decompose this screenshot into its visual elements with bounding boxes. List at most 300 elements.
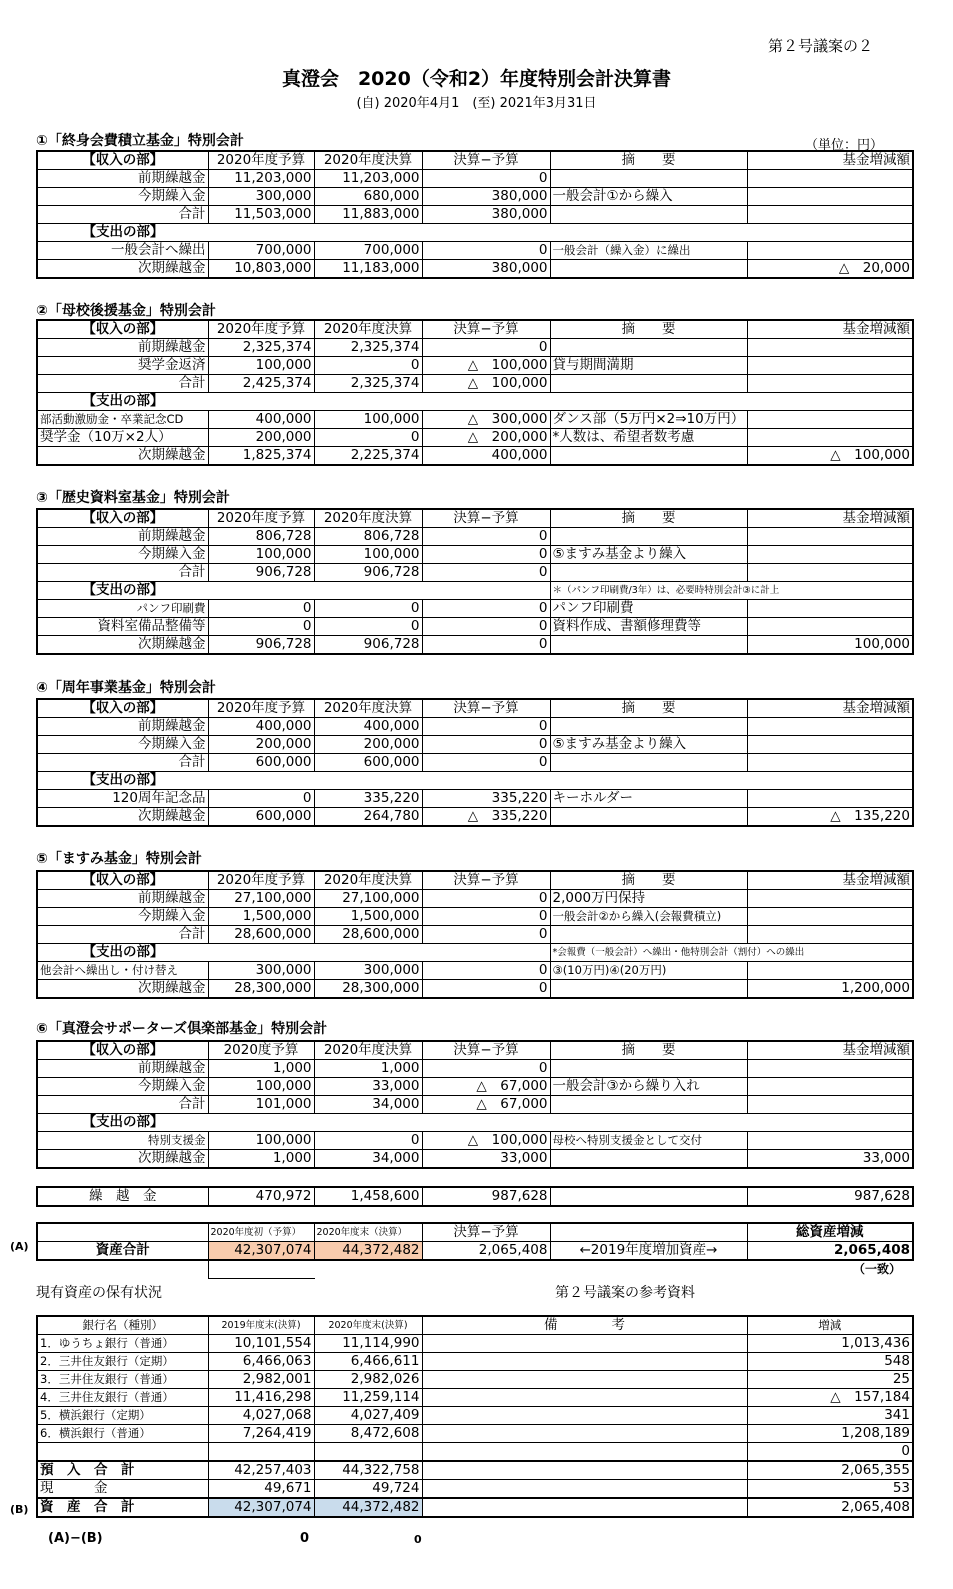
fund2-expense-budget: 1,825,374 [208,447,314,466]
fund2-income-budget: 100,000 [208,357,314,375]
fund2-income-row [37,357,913,375]
fund2-income-label: 奨学金返済 [37,357,208,375]
holdings-value-2020: 6,466,611 [314,1353,422,1371]
holdings-cash-memo [422,1480,747,1499]
fund3-expense-budget: 0 [208,618,314,636]
fund3-table [36,508,914,655]
fund2-income-label: 前期繰越金 [37,339,208,357]
holdings-bank-name: 1．ゆうちょ銀行（普通） [37,1335,208,1353]
fund4-income-row [37,736,913,754]
fund1-header-fund-change: 基金増減額 [747,151,913,170]
fund6-expense-row [37,1132,913,1150]
fund5-expense-actual: 28,300,000 [314,980,422,999]
fund5-table [36,870,914,999]
holdings-change: 548 [747,1353,913,1371]
fund3-expense-memo: パンフ印刷費 [550,600,747,618]
fund6-income-label: 合計 [37,1096,208,1114]
fund3-expense-diff: 0 [422,636,550,655]
fund6-expense-row [37,1150,913,1169]
fund5-header-memo: 摘 要 [550,871,747,890]
fund6-expense-budget: 1,000 [208,1150,314,1169]
carryover-table [36,1186,914,1207]
asset-total-change: 2,065,408 [747,1242,913,1261]
fund5-expense-memo: ③(10万円)④(20万円) [550,962,747,980]
holdings-deposit-2019: 42,257,403 [208,1461,314,1480]
holdings-bank-name: 3．三井住友銀行（普通） [37,1371,208,1389]
fund3-header-actual: 2020年度決算 [314,509,422,528]
fund4-expense-change [747,790,913,808]
fund3-income-heading: 【収入の部】 [37,509,208,528]
fund6-income-change [747,1096,913,1114]
holdings-value-2020: 4,027,409 [314,1407,422,1425]
fund3-expense-diff: 0 [422,600,550,618]
fund6-header-actual: 2020年度決算 [314,1041,422,1060]
fund1-header-diff: 決算−予算 [422,151,550,170]
holdings-memo [422,1371,747,1389]
fund3-header-row [37,509,913,528]
fund1-expense-memo: 一般会計（繰入金）に繰出 [550,242,747,260]
fund6-income-budget: 1,000 [208,1060,314,1078]
fund2-expense-row [37,411,913,429]
fund4-expense-row [37,808,913,827]
fund1-expense-actual: 700,000 [314,242,422,260]
fund1-income-heading: 【収入の部】 [37,151,208,170]
fund3-header-budget: 2020年度予算 [208,509,314,528]
fund1-expense-heading: 【支出の部】 [37,224,208,242]
asset-total-table [36,1222,914,1261]
holdings-row [37,1389,913,1407]
fund1-expense-change [747,242,913,260]
fund1-header-actual: 2020年度決算 [314,151,422,170]
fund2-expense-memo: *人数は、希望者数考慮 [550,429,747,447]
fund5-expense-memo [550,980,747,999]
fund1-expense-diff: 0 [422,242,550,260]
fund6-income-budget: 101,000 [208,1096,314,1114]
fund2-header-row [37,320,913,339]
fund1-title: ①「終身会費積立基金」特別会計 [36,133,244,149]
fund4-expense-memo [550,808,747,827]
fund3-header-memo: 摘 要 [550,509,747,528]
fund5-header-diff: 決算−予算 [422,871,550,890]
fund3-income-diff: 0 [422,546,550,564]
asset-header-actual: 2020年度末（決算） [314,1223,422,1242]
fund5-income-label: 今期繰入金 [37,908,208,926]
fund4-income-change [747,718,913,736]
holdings-cash-2019: 49,671 [208,1480,314,1499]
fund4-expense-label: 120周年記念品 [37,790,208,808]
fund6-title: ⑥「真澄会サポーターズ倶楽部基金」特別会計 [36,1021,328,1037]
fund1-expense-memo [550,260,747,279]
asset-total-memo: ←2019年度増加資産→ [550,1242,747,1261]
holdings-total-2019: 42,307,074 [208,1498,314,1517]
holdings-cash-label: 現 金 [37,1480,208,1499]
fund1-income-row [37,206,913,224]
fund1-header-budget: 2020年度予算 [208,151,314,170]
fund6-expense-budget: 100,000 [208,1132,314,1150]
fund2-header-memo: 摘 要 [550,320,747,339]
fund3-income-change [747,528,913,546]
fund3-income-actual: 100,000 [314,546,422,564]
fund5-expense-label: 他会計へ繰出し・付け替え [37,962,208,980]
fund5-expense-budget: 28,300,000 [208,980,314,999]
fund2-expense-actual: 2,225,374 [314,447,422,466]
fund2-expense-budget: 200,000 [208,429,314,447]
fund2-income-diff: △ 100,000 [422,375,550,393]
fund1-header-row [37,151,913,170]
fund1-expense-diff: 380,000 [422,260,550,279]
fund2-expense-heading: 【支出の部】 [37,393,208,411]
fund5-header-budget: 2020年度予算 [208,871,314,890]
carryover-actual: 1,458,600 [314,1187,422,1206]
fund3-income-change [747,564,913,582]
fund4-expense-diff: 335,220 [422,790,550,808]
holdings-header-row [37,1316,913,1335]
fund5-income-row [37,908,913,926]
fund5-expense-row [37,980,913,999]
fund4-title: ④「周年事業基金」特別会計 [36,680,216,696]
fund3-income-row [37,546,913,564]
fund2-income-budget: 2,425,374 [208,375,314,393]
fund1-income-budget: 300,000 [208,188,314,206]
fund2-income-row [37,375,913,393]
fund2-income-actual: 0 [314,357,422,375]
holdings-memo [422,1407,747,1425]
fund1-expense-change: △ 20,000 [747,260,913,279]
holdings-total-change: 2,065,408 [747,1498,913,1517]
fund5-title: ⑤「ますみ基金」特別会計 [36,851,202,867]
fund3-income-actual: 806,728 [314,528,422,546]
fund2-income-memo: 貸与期間満期 [550,357,747,375]
carryover-label: 繰 越 金 [37,1187,208,1206]
asset-header-change: 総資産増減 [747,1223,913,1242]
fund6-income-diff: 0 [422,1060,550,1078]
fund4-header-memo: 摘 要 [550,699,747,718]
fund2-income-diff: △ 100,000 [422,357,550,375]
fund1-income-change [747,170,913,188]
fund6-expense-diff: 33,000 [422,1150,550,1169]
holdings-memo [422,1425,747,1443]
fund5-expense-label: 次期繰越金 [37,980,208,999]
fund3-income-budget: 100,000 [208,546,314,564]
fund5-income-memo: 2,000万円保持 [550,890,747,908]
fund4-expense-heading-blank [208,772,913,790]
fund1-income-memo [550,170,747,188]
fund2-income-budget: 2,325,374 [208,339,314,357]
fund2-expense-memo [550,447,747,466]
holdings-row [37,1443,913,1462]
fund3-header-diff: 決算−予算 [422,509,550,528]
diff-check-value-b: 0 [414,1533,422,1546]
fund2-expense-label: 部活動激励金・卒業記念CD [37,411,208,429]
fund3-income-change [747,546,913,564]
holdings-total-2020: 44,372,482 [314,1498,422,1517]
fund6-income-actual: 34,000 [314,1096,422,1114]
fund5-income-row [37,890,913,908]
fund3-income-memo [550,528,747,546]
fund3-expense-actual: 0 [314,600,422,618]
holdings-change: 0 [747,1443,913,1462]
fund2-header-budget: 2020年度予算 [208,320,314,339]
fund5-income-actual: 1,500,000 [314,908,422,926]
fund3-expense-heading-blank [208,582,550,600]
fund2-expense-label: 奨学金（10万×2人） [37,429,208,447]
fund2-income-heading: 【収入の部】 [37,320,208,339]
holdings-change: 1,013,436 [747,1335,913,1353]
fund4-expense-heading-row [37,772,913,790]
fund6-expense-label: 次期繰越金 [37,1150,208,1169]
asset-mark-b: (B) [10,1503,29,1516]
fund3-expense-row [37,636,913,655]
fund6-expense-label: 特別支援金 [37,1132,208,1150]
fund4-income-memo [550,754,747,772]
fund4-header-actual: 2020年度決算 [314,699,422,718]
holdings-header-bank: 銀行名（種別） [37,1316,208,1335]
fund6-expense-memo [550,1150,747,1169]
fund5-income-diff: 0 [422,908,550,926]
fund5-header-fund-change: 基金増減額 [747,871,913,890]
holdings-bank-name [37,1443,208,1462]
fund1-income-budget: 11,503,000 [208,206,314,224]
fund3-title: ③「歴史資料室基金」特別会計 [36,490,230,506]
fund2-income-change [747,357,913,375]
fund2-expense-change [747,411,913,429]
fund3-expense-change: 100,000 [747,636,913,655]
fund4-income-row [37,754,913,772]
fund2-header-diff: 決算−予算 [422,320,550,339]
fund6-header-fund-change: 基金増減額 [747,1041,913,1060]
fund3-income-diff: 0 [422,564,550,582]
holdings-memo [422,1443,747,1462]
asset-total-row [37,1242,913,1261]
fund4-income-actual: 400,000 [314,718,422,736]
fund4-expense-actual: 264,780 [314,808,422,827]
holdings-value-2020: 2,982,026 [314,1371,422,1389]
fund2-expense-diff: △ 300,000 [422,411,550,429]
holdings-value-2020: 11,114,990 [314,1335,422,1353]
fund5-income-memo [550,926,747,944]
fund4-income-memo: ⑤ますみ基金より繰入 [550,736,747,754]
fund6-table [36,1040,914,1169]
fund6-header-diff: 決算−予算 [422,1041,550,1060]
fund6-expense-actual: 34,000 [314,1150,422,1169]
fund3-expense-change [747,600,913,618]
fund1-expense-heading-row [37,224,913,242]
fund1-expense-label: 次期繰越金 [37,260,208,279]
holdings-deposit-change: 2,065,355 [747,1461,913,1480]
fund4-table [36,698,914,827]
fund3-expense-heading: 【支出の部】 [37,582,208,600]
fund4-income-heading: 【収入の部】 [37,699,208,718]
fund5-expense-diff: 0 [422,980,550,999]
fund3-header-fund-change: 基金増減額 [747,509,913,528]
fund6-income-heading: 【収入の部】 [37,1041,208,1060]
fund5-income-memo: 一般会計②から繰入(会報費積立) [550,908,747,926]
asset-header-blank [37,1223,208,1242]
fund6-expense-change [747,1132,913,1150]
fund2-income-actual: 2,325,374 [314,375,422,393]
fund5-income-change [747,908,913,926]
fund4-income-actual: 200,000 [314,736,422,754]
asset-total-diff: 2,065,408 [422,1242,550,1261]
fund4-expense-budget: 0 [208,790,314,808]
fund5-income-budget: 27,100,000 [208,890,314,908]
holdings-value-2020: 8,472,608 [314,1425,422,1443]
unit-label: （単位：円） [804,138,883,153]
fund1-income-diff: 0 [422,170,550,188]
fund5-income-diff: 0 [422,890,550,908]
fund6-expense-memo: 母校へ特別支援金として交付 [550,1132,747,1150]
fund2-header-fund-change: 基金増減額 [747,320,913,339]
fund4-income-label: 前期繰越金 [37,718,208,736]
fund4-income-label: 合計 [37,754,208,772]
fund3-expense-budget: 906,728 [208,636,314,655]
fund4-expense-row [37,790,913,808]
fund4-income-diff: 0 [422,754,550,772]
holdings-value-2019: 10,101,554 [208,1335,314,1353]
fund2-expense-change: △ 100,000 [747,447,913,466]
fund1-expense-row [37,242,913,260]
fund5-income-row [37,926,913,944]
fund4-expense-actual: 335,220 [314,790,422,808]
fund3-expense-budget: 0 [208,600,314,618]
fund3-income-budget: 806,728 [208,528,314,546]
fund1-expense-label: 一般会計へ繰出 [37,242,208,260]
fund4-income-row [37,718,913,736]
fund2-expense-actual: 100,000 [314,411,422,429]
fund5-expense-heading: 【支出の部】 [37,944,208,962]
carryover-change: 987,628 [747,1187,913,1206]
fund3-expense-memo: 資料作成、書額修理費等 [550,618,747,636]
asset-header-diff: 決算−予算 [422,1223,550,1242]
holdings-memo [422,1353,747,1371]
holdings-total-memo [422,1498,747,1517]
carryover-memo [550,1187,747,1206]
holdings-value-2019: 2,982,001 [208,1371,314,1389]
holdings-cash-change: 53 [747,1480,913,1499]
fund1-income-actual: 680,000 [314,188,422,206]
fund1-income-label: 今期繰入金 [37,188,208,206]
fund4-expense-budget: 600,000 [208,808,314,827]
holdings-header-2020: 2020年度末(決算) [314,1316,422,1335]
fund2-title: ②「母校後援基金」特別会計 [36,303,216,319]
fund3-expense-diff: 0 [422,618,550,636]
fund2-expense-change [747,429,913,447]
holdings-header-memo: 備 考 [422,1316,747,1335]
fund1-expense-budget: 10,803,000 [208,260,314,279]
fund5-income-budget: 28,600,000 [208,926,314,944]
fund1-expense-row [37,260,913,279]
holdings-change: 25 [747,1371,913,1389]
asset-total-budget: 42,307,074 [208,1242,314,1261]
fund6-income-actual: 33,000 [314,1078,422,1096]
fund6-expense-heading-row [37,1114,913,1132]
holdings-value-2019: 4,027,068 [208,1407,314,1425]
fiscal-period: (自) 2020年4月1 (至) 2021年3月31日 [356,96,597,111]
fund5-income-actual: 27,100,000 [314,890,422,908]
fund2-income-actual: 2,325,374 [314,339,422,357]
asset-total-underline [208,1258,315,1279]
fund6-income-diff: △ 67,000 [422,1078,550,1096]
fund2-income-row [37,339,913,357]
diff-check-label: (A)−(B) [48,1531,103,1546]
holdings-change: 1,208,189 [747,1425,913,1443]
fund3-expense-label: 資料室備品整備等 [37,618,208,636]
holdings-value-2019: 11,416,298 [208,1389,314,1407]
fund5-expense-heading-row [37,944,913,962]
holdings-reference: 第２号議案の参考資料 [555,1285,695,1301]
holdings-row [37,1335,913,1353]
fund5-header-actual: 2020年度決算 [314,871,422,890]
fund3-expense-label: パンフ印刷費 [37,600,208,618]
fund6-income-diff: △ 67,000 [422,1096,550,1114]
holdings-value-2019: 7,264,419 [208,1425,314,1443]
asset-header-row [37,1223,913,1242]
fund6-expense-heading-blank [208,1114,913,1132]
fund6-income-actual: 1,000 [314,1060,422,1078]
holdings-table [36,1315,914,1518]
fund2-expense-memo: ダンス部（5万円×2⇒10万円） [550,411,747,429]
fund4-header-fund-change: 基金増減額 [747,699,913,718]
holdings-change: △ 157,184 [747,1389,913,1407]
fund1-expense-heading-blank [208,224,913,242]
fund4-income-diff: 0 [422,736,550,754]
holdings-row [37,1407,913,1425]
holdings-title: 現有資産の保有状況 [36,1285,162,1301]
fund4-expense-label: 次期繰越金 [37,808,208,827]
fund2-income-diff: 0 [422,339,550,357]
fund5-income-label: 合計 [37,926,208,944]
fund1-income-diff: 380,000 [422,188,550,206]
fund3-income-label: 合計 [37,564,208,582]
fund3-expense-memo [550,636,747,655]
holdings-value-2019 [208,1443,314,1462]
fund5-expense-actual: 300,000 [314,962,422,980]
fund5-income-change [747,926,913,944]
fund5-expense-change: 1,200,000 [747,980,913,999]
fund4-income-change [747,754,913,772]
fund6-header-row [37,1041,913,1060]
fund3-income-budget: 906,728 [208,564,314,582]
fund3-income-memo: ⑤ますみ基金より繰入 [550,546,747,564]
holdings-deposit-row [37,1461,913,1480]
fund3-expense-actual: 906,728 [314,636,422,655]
asset-header-memo [550,1223,747,1242]
fund1-income-memo [550,206,747,224]
fund6-income-row [37,1096,913,1114]
holdings-row [37,1371,913,1389]
fund1-income-change [747,188,913,206]
holdings-total-label: 資 産 合 計 [37,1498,208,1517]
holdings-memo [422,1389,747,1407]
fund4-expense-memo: キーホルダー [550,790,747,808]
fund2-income-change [747,375,913,393]
holdings-deposit-memo [422,1461,747,1480]
document-title: 真澄会 2020（令和2）年度特別会計決算書 [281,68,672,90]
fund3-income-memo [550,564,747,582]
fund5-expense-change [747,962,913,980]
fund2-expense-heading-row [37,393,913,411]
asset-total-label: 資産合計 [37,1242,208,1261]
fund6-income-memo: 一般会計③から繰り入れ [550,1078,747,1096]
holdings-bank-name: 2．三井住友銀行（定期） [37,1353,208,1371]
fund1-income-row [37,188,913,206]
fund4-income-budget: 600,000 [208,754,314,772]
fund5-expense-diff: 0 [422,962,550,980]
fund4-header-budget: 2020年度予算 [208,699,314,718]
fund3-income-label: 前期繰越金 [37,528,208,546]
fund1-table [36,150,914,279]
fund1-income-row [37,170,913,188]
